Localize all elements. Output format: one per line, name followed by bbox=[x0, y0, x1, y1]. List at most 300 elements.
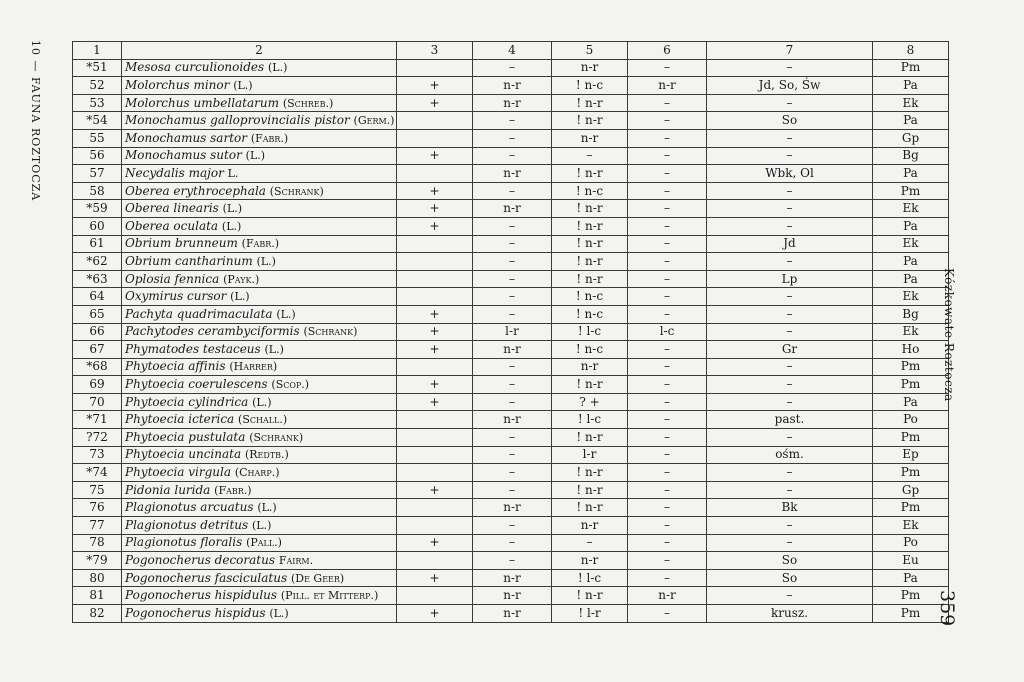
species-name: Plagionotus arcuatus bbox=[125, 500, 254, 515]
col8-value: Pa bbox=[873, 270, 949, 288]
table-row bbox=[73, 217, 949, 235]
col3-value: + bbox=[397, 200, 473, 218]
table-row bbox=[73, 323, 949, 341]
col4-value: l-r bbox=[473, 323, 552, 341]
col6-value: – bbox=[628, 305, 707, 323]
col5-value: n-r bbox=[552, 59, 628, 77]
col5-value: n-r bbox=[552, 358, 628, 376]
species-author: L. bbox=[227, 166, 239, 180]
col7-value: – bbox=[707, 323, 873, 341]
col8-value: Pa bbox=[873, 393, 949, 411]
col6-value: – bbox=[628, 217, 707, 235]
col6-value: – bbox=[628, 534, 707, 552]
species-name-cell bbox=[122, 376, 397, 394]
col7-value: krusz. bbox=[707, 605, 873, 623]
col5-value: ! n-r bbox=[552, 464, 628, 482]
species-number: *62 bbox=[73, 253, 122, 271]
species-author: (L.) bbox=[245, 149, 266, 163]
table-row bbox=[73, 587, 949, 605]
table-row bbox=[73, 112, 949, 130]
col7-value: – bbox=[707, 217, 873, 235]
species-author: (L.) bbox=[268, 61, 288, 75]
species-name-cell bbox=[122, 182, 397, 200]
col6-value: – bbox=[628, 446, 707, 464]
col6-value: – bbox=[628, 288, 707, 306]
col4-value: – bbox=[473, 59, 552, 77]
col3-value: + bbox=[397, 376, 473, 394]
col4-value: – bbox=[473, 217, 552, 235]
col5-value: ! n-r bbox=[552, 429, 628, 447]
col3-value bbox=[397, 464, 473, 482]
col6-value: – bbox=[628, 499, 707, 517]
species-number: 57 bbox=[73, 165, 122, 183]
col7-value: Jd bbox=[707, 235, 873, 253]
col5-value: ! n-r bbox=[552, 270, 628, 288]
species-name-cell bbox=[122, 552, 397, 570]
col7-value: past. bbox=[707, 411, 873, 429]
col8-value: Po bbox=[873, 534, 949, 552]
col7-value: ośm. bbox=[707, 446, 873, 464]
column-header: 6 bbox=[628, 42, 707, 60]
col4-value: – bbox=[473, 129, 552, 147]
col7-value: – bbox=[707, 253, 873, 271]
col5-value: ! n-c bbox=[552, 77, 628, 95]
species-name: Oberea linearis bbox=[125, 201, 219, 216]
col8-value: Ek bbox=[873, 517, 949, 535]
col5-value: ! n-r bbox=[552, 376, 628, 394]
col8-value: Pm bbox=[873, 376, 949, 394]
table-body bbox=[73, 59, 949, 622]
page-number: 359 bbox=[936, 590, 958, 627]
col7-value: – bbox=[707, 358, 873, 376]
species-author: (Schrank) bbox=[249, 430, 304, 444]
col5-value: ! n-r bbox=[552, 217, 628, 235]
species-name: Oxymirus cursor bbox=[125, 289, 227, 304]
col7-value: – bbox=[707, 129, 873, 147]
col5-value: ! l-c bbox=[552, 323, 628, 341]
col4-value: – bbox=[473, 481, 552, 499]
col4-value: – bbox=[473, 446, 552, 464]
table-row bbox=[73, 59, 949, 77]
species-author: (Fabr.) bbox=[214, 483, 252, 497]
col7-value: So bbox=[707, 552, 873, 570]
col4-value: – bbox=[473, 147, 552, 165]
col6-value: – bbox=[628, 129, 707, 147]
col5-value: ! n-r bbox=[552, 253, 628, 271]
species-number: *63 bbox=[73, 270, 122, 288]
col8-value: Pm bbox=[873, 182, 949, 200]
col8-value: Ek bbox=[873, 323, 949, 341]
col5-value: ! n-r bbox=[552, 94, 628, 112]
species-name-cell bbox=[122, 77, 397, 95]
column-header: 1 bbox=[73, 42, 122, 60]
col5-value: ! n-r bbox=[552, 200, 628, 218]
col8-value: Pm bbox=[873, 429, 949, 447]
species-author: (Scop.) bbox=[271, 378, 310, 392]
col3-value: + bbox=[397, 569, 473, 587]
col3-value bbox=[397, 552, 473, 570]
col8-value: Pa bbox=[873, 112, 949, 130]
col4-value: n-r bbox=[473, 165, 552, 183]
col7-value: – bbox=[707, 587, 873, 605]
species-number: *79 bbox=[73, 552, 122, 570]
col3-value: + bbox=[397, 393, 473, 411]
species-name: Phytoecia virgula bbox=[125, 465, 232, 480]
col6-value: – bbox=[628, 182, 707, 200]
species-number: 77 bbox=[73, 517, 122, 535]
col7-value: So bbox=[707, 569, 873, 587]
col5-value: n-r bbox=[552, 517, 628, 535]
species-name-cell bbox=[122, 305, 397, 323]
species-name: Oberea oculata bbox=[125, 218, 219, 233]
species-author: (L.) bbox=[269, 606, 289, 620]
species-author: (Fabr.) bbox=[250, 131, 289, 145]
col8-value: Bg bbox=[873, 305, 949, 323]
species-name-cell bbox=[122, 288, 397, 306]
table-row bbox=[73, 605, 949, 623]
species-number: 53 bbox=[73, 94, 122, 112]
col7-value: – bbox=[707, 147, 873, 165]
species-author: (De Geer) bbox=[290, 571, 345, 585]
col7-value: – bbox=[707, 200, 873, 218]
column-header: 5 bbox=[552, 42, 628, 60]
col6-value: – bbox=[628, 147, 707, 165]
col4-value: n-r bbox=[473, 200, 552, 218]
col6-value: n-r bbox=[628, 587, 707, 605]
species-number: 82 bbox=[73, 605, 122, 623]
col3-value: + bbox=[397, 182, 473, 200]
species-author: (L.) bbox=[233, 78, 253, 92]
col7-value: – bbox=[707, 288, 873, 306]
species-name: Molorchus umbellatarum bbox=[125, 95, 280, 110]
col8-value: Pm bbox=[873, 605, 949, 623]
col3-value bbox=[397, 235, 473, 253]
species-name: Pachytodes cerambyciformis bbox=[125, 324, 300, 339]
species-name-cell bbox=[122, 341, 397, 359]
species-name-cell bbox=[122, 587, 397, 605]
table-row bbox=[73, 481, 949, 499]
table-row bbox=[73, 341, 949, 359]
species-name-cell bbox=[122, 59, 397, 77]
species-name: Phytoecia cylindrica bbox=[125, 394, 249, 409]
col4-value: – bbox=[473, 112, 552, 130]
column-header: 3 bbox=[397, 42, 473, 60]
species-number: 66 bbox=[73, 323, 122, 341]
species-number: *54 bbox=[73, 112, 122, 130]
species-name-cell bbox=[122, 605, 397, 623]
col6-value: – bbox=[628, 517, 707, 535]
col8-value: Ek bbox=[873, 200, 949, 218]
col5-value: ! n-c bbox=[552, 288, 628, 306]
species-number: 52 bbox=[73, 77, 122, 95]
col7-value: – bbox=[707, 481, 873, 499]
species-name-cell bbox=[122, 499, 397, 517]
species-author: (Pill. et Mitterp.) bbox=[280, 589, 379, 603]
col8-value: Gp bbox=[873, 129, 949, 147]
table-row bbox=[73, 517, 949, 535]
col5-value: n-r bbox=[552, 129, 628, 147]
species-name-cell bbox=[122, 393, 397, 411]
species-name: Oplosia fennica bbox=[125, 271, 220, 286]
col3-value bbox=[397, 429, 473, 447]
species-author: (Payk.) bbox=[223, 272, 260, 286]
col6-value: – bbox=[628, 59, 707, 77]
col5-value: ! n-r bbox=[552, 235, 628, 253]
col7-value: Wbk, Ol bbox=[707, 165, 873, 183]
species-number: 78 bbox=[73, 534, 122, 552]
col6-value: – bbox=[628, 235, 707, 253]
species-number: 81 bbox=[73, 587, 122, 605]
table-row bbox=[73, 253, 949, 271]
col4-value: n-r bbox=[473, 341, 552, 359]
col5-value: ! n-r bbox=[552, 165, 628, 183]
col4-value: n-r bbox=[473, 605, 552, 623]
col5-value: ! l-c bbox=[552, 411, 628, 429]
col5-value: ! n-c bbox=[552, 341, 628, 359]
col3-value: + bbox=[397, 481, 473, 499]
table-row bbox=[73, 499, 949, 517]
col3-value: + bbox=[397, 147, 473, 165]
column-header: 4 bbox=[473, 42, 552, 60]
species-name: Phytoecia affinis bbox=[125, 359, 226, 374]
species-name-cell bbox=[122, 129, 397, 147]
col5-value: ! l-c bbox=[552, 569, 628, 587]
col8-value: Po bbox=[873, 411, 949, 429]
col3-value bbox=[397, 587, 473, 605]
col5-value: ! n-r bbox=[552, 587, 628, 605]
col6-value: – bbox=[628, 112, 707, 130]
species-number: 58 bbox=[73, 182, 122, 200]
species-number: *68 bbox=[73, 358, 122, 376]
col8-value: Pa bbox=[873, 253, 949, 271]
species-name-cell bbox=[122, 517, 397, 535]
species-author: (L.) bbox=[264, 342, 284, 356]
col4-value: – bbox=[473, 288, 552, 306]
species-name: Phymatodes testaceus bbox=[125, 341, 261, 356]
species-number: 60 bbox=[73, 217, 122, 235]
col5-value: ? + bbox=[552, 393, 628, 411]
species-name: Phytoecia uncinata bbox=[125, 447, 242, 462]
col6-value: – bbox=[628, 376, 707, 394]
col5-value: l-r bbox=[552, 446, 628, 464]
col7-value: – bbox=[707, 464, 873, 482]
species-name-cell bbox=[122, 323, 397, 341]
species-author: (Redtb.) bbox=[244, 448, 289, 462]
col8-value: Pm bbox=[873, 464, 949, 482]
col6-value: – bbox=[628, 569, 707, 587]
col4-value: – bbox=[473, 534, 552, 552]
species-name-cell bbox=[122, 464, 397, 482]
species-author: (L.) bbox=[222, 202, 243, 216]
col8-value: Ep bbox=[873, 446, 949, 464]
col4-value: n-r bbox=[473, 587, 552, 605]
col3-value: + bbox=[397, 605, 473, 623]
col7-value: Bk bbox=[707, 499, 873, 517]
col8-value: Pa bbox=[873, 77, 949, 95]
col6-value: – bbox=[628, 393, 707, 411]
col4-value: – bbox=[473, 552, 552, 570]
species-table bbox=[72, 41, 949, 623]
species-name-cell bbox=[122, 112, 397, 130]
col6-value: – bbox=[628, 270, 707, 288]
col5-value: ! n-r bbox=[552, 481, 628, 499]
table-row bbox=[73, 446, 949, 464]
species-author: (Charp.) bbox=[234, 466, 280, 480]
col3-value bbox=[397, 499, 473, 517]
col4-value: – bbox=[473, 358, 552, 376]
col8-value: Gp bbox=[873, 481, 949, 499]
species-author: (Harrer) bbox=[229, 360, 278, 374]
species-name: Mesosa curculionoides bbox=[125, 60, 265, 75]
species-name: Plagionotus floralis bbox=[125, 535, 243, 550]
species-number: *74 bbox=[73, 464, 122, 482]
species-name-cell bbox=[122, 411, 397, 429]
col4-value: n-r bbox=[473, 569, 552, 587]
col5-value: ! n-r bbox=[552, 112, 628, 130]
col5-value: – bbox=[552, 147, 628, 165]
species-author: Fairm. bbox=[278, 554, 314, 568]
species-name: Pidonia lurida bbox=[125, 482, 211, 497]
col7-value: – bbox=[707, 59, 873, 77]
table-row bbox=[73, 305, 949, 323]
species-name-cell bbox=[122, 217, 397, 235]
col8-value: Pm bbox=[873, 499, 949, 517]
species-author: (L.) bbox=[252, 395, 272, 409]
table-row bbox=[73, 270, 949, 288]
species-number: *71 bbox=[73, 411, 122, 429]
species-author: (L.) bbox=[276, 307, 296, 321]
col6-value: – bbox=[628, 200, 707, 218]
col6-value: – bbox=[628, 253, 707, 271]
species-name: Phytoecia icterica bbox=[125, 412, 235, 427]
col8-value: Pm bbox=[873, 358, 949, 376]
table-row bbox=[73, 288, 949, 306]
col4-value: n-r bbox=[473, 94, 552, 112]
column-header: 2 bbox=[122, 42, 397, 60]
table-row bbox=[73, 94, 949, 112]
species-name: Pogonocherus decoratus bbox=[125, 553, 275, 568]
species-name-cell bbox=[122, 165, 397, 183]
species-author: (L.) bbox=[230, 290, 250, 304]
table-row bbox=[73, 182, 949, 200]
col7-value: – bbox=[707, 376, 873, 394]
species-author: (Schrank) bbox=[269, 184, 324, 198]
col6-value: – bbox=[628, 411, 707, 429]
species-name: Pogonocherus hispidulus bbox=[125, 588, 278, 603]
species-name-cell bbox=[122, 200, 397, 218]
table-row bbox=[73, 552, 949, 570]
species-number: 65 bbox=[73, 305, 122, 323]
col7-value: – bbox=[707, 305, 873, 323]
species-number: 55 bbox=[73, 129, 122, 147]
col4-value: – bbox=[473, 393, 552, 411]
table-row bbox=[73, 411, 949, 429]
species-number: 70 bbox=[73, 393, 122, 411]
species-name: Plagionotus detritus bbox=[125, 517, 249, 532]
col8-value: Pa bbox=[873, 217, 949, 235]
column-header: 7 bbox=[707, 42, 873, 60]
col6-value: – bbox=[628, 358, 707, 376]
col3-value: + bbox=[397, 217, 473, 235]
col6-value: – bbox=[628, 481, 707, 499]
col3-value: + bbox=[397, 341, 473, 359]
col4-value: – bbox=[473, 376, 552, 394]
col6-value: – bbox=[628, 94, 707, 112]
species-author: (Schreb.) bbox=[282, 96, 334, 110]
col6-value: – bbox=[628, 552, 707, 570]
table-row bbox=[73, 569, 949, 587]
species-author: (Pall.) bbox=[246, 536, 282, 550]
species-name-cell bbox=[122, 253, 397, 271]
running-header-left: 10 — FAUNA ROZTOCZA bbox=[29, 40, 42, 202]
species-name: Phytoecia pustulata bbox=[125, 429, 246, 444]
col7-value: So bbox=[707, 112, 873, 130]
table-row bbox=[73, 77, 949, 95]
species-name: Monochamus galloprovincialis pistor bbox=[125, 113, 350, 128]
col4-value: n-r bbox=[473, 411, 552, 429]
col5-value: ! n-c bbox=[552, 305, 628, 323]
species-name-cell bbox=[122, 270, 397, 288]
col4-value: – bbox=[473, 182, 552, 200]
col4-value: n-r bbox=[473, 77, 552, 95]
col5-value: ! n-c bbox=[552, 182, 628, 200]
col4-value: – bbox=[473, 517, 552, 535]
table-row bbox=[73, 147, 949, 165]
col3-value: + bbox=[397, 323, 473, 341]
col6-value: – bbox=[628, 464, 707, 482]
col3-value bbox=[397, 517, 473, 535]
species-name-cell bbox=[122, 534, 397, 552]
species-name-cell bbox=[122, 429, 397, 447]
col7-value: – bbox=[707, 182, 873, 200]
col8-value: Pm bbox=[873, 59, 949, 77]
table-row bbox=[73, 200, 949, 218]
species-name-cell bbox=[122, 147, 397, 165]
col8-value: Ek bbox=[873, 288, 949, 306]
col3-value: + bbox=[397, 94, 473, 112]
species-number: *59 bbox=[73, 200, 122, 218]
species-author: (Schall.) bbox=[238, 413, 288, 427]
col4-value: – bbox=[473, 464, 552, 482]
species-number: 75 bbox=[73, 481, 122, 499]
species-author: (L.) bbox=[221, 219, 242, 233]
col3-value bbox=[397, 165, 473, 183]
species-name: Molorchus minor bbox=[125, 77, 230, 92]
species-name: Pogonocherus fasciculatus bbox=[125, 570, 288, 585]
species-name: Obrium brunneum bbox=[125, 236, 238, 251]
col7-value: Lp bbox=[707, 270, 873, 288]
species-author: (L.) bbox=[252, 518, 272, 532]
table-row bbox=[73, 235, 949, 253]
header-row bbox=[73, 42, 949, 60]
col3-value bbox=[397, 253, 473, 271]
col7-value: – bbox=[707, 517, 873, 535]
species-name-cell bbox=[122, 235, 397, 253]
col4-value: – bbox=[473, 270, 552, 288]
col5-value: ! n-r bbox=[552, 499, 628, 517]
species-name: Necydalis major bbox=[125, 165, 224, 180]
species-name-cell bbox=[122, 569, 397, 587]
species-number: 64 bbox=[73, 288, 122, 306]
table-row bbox=[73, 358, 949, 376]
species-number: 56 bbox=[73, 147, 122, 165]
col3-value bbox=[397, 129, 473, 147]
col3-value bbox=[397, 270, 473, 288]
col8-value: Ho bbox=[873, 341, 949, 359]
col8-value: Ek bbox=[873, 94, 949, 112]
table-row bbox=[73, 376, 949, 394]
species-number: 67 bbox=[73, 341, 122, 359]
